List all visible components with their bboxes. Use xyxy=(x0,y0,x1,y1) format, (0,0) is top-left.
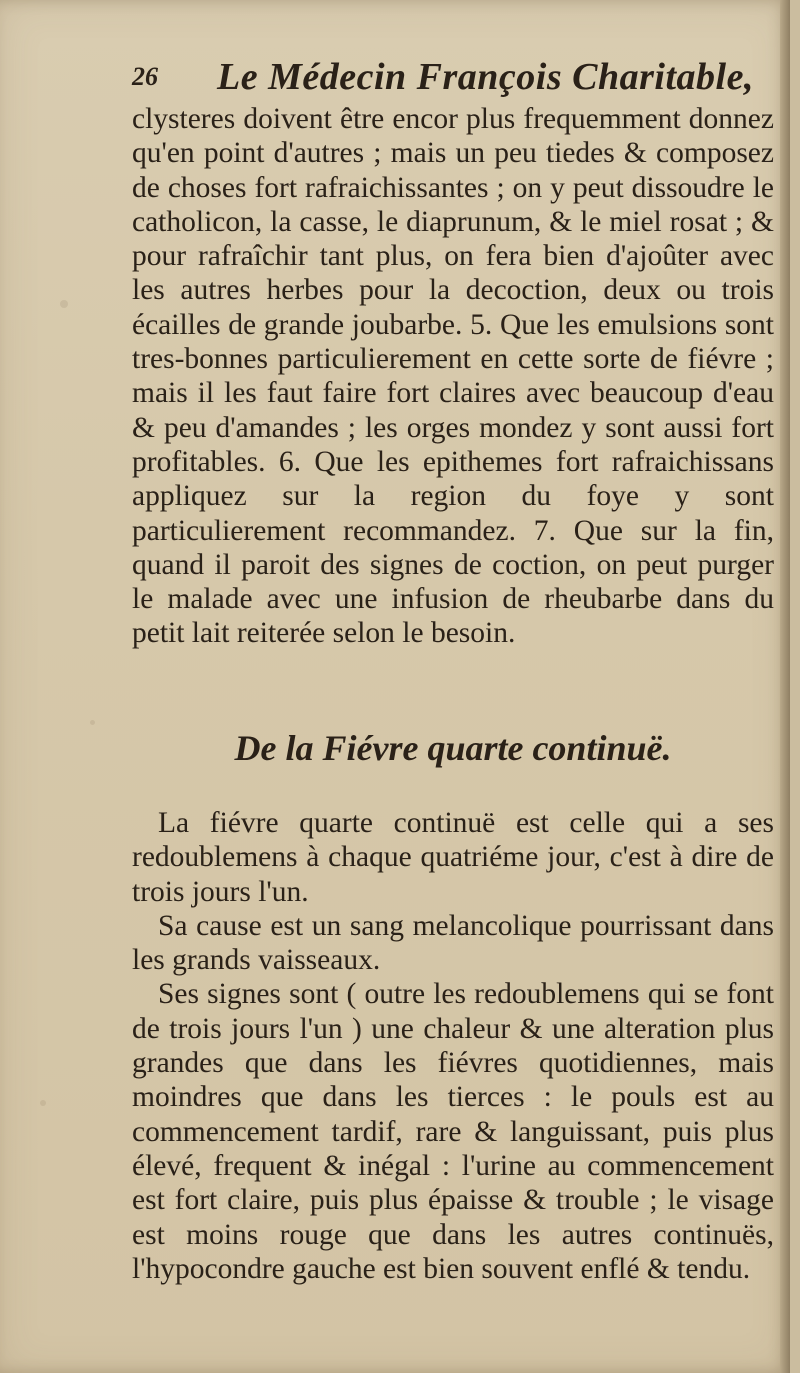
section-title: De la Fiévre quarte continuë. xyxy=(234,728,672,768)
paragraph: Sa cause est un sang melancolique pourrissant dans les grands vaisseaux. xyxy=(132,909,774,977)
page-number: 26 xyxy=(132,62,158,91)
paragraph: clysteres doivent être encor plus frequemment donnez qu'en point d'autres ; mais un peu tiedes & composez de choses fort rafraichissantes ; on y peut dissoudre le catholicon, la casse, le diaprunum, & le miel rosat ; & pour rafraîchir tant plus, on fera bien d'ajoûter avec les autres herbes pour la decoction, deux ou trois écailles de grande joubarbe. 5. Que les emulsions sont tres-bonnes particulierement en cette sorte de fiévre ; mais il les faut faire fort claires avec beaucoup d'eau & peu d'amandes ; les orges mondez y sont aussi fort profitables. 6. Que les epithemes fort rafraichissans appliquez sur la region du foye y sont particulierement recommandez. 7. Que sur la fin, quand il paroit des signes de coction, on peut purger le malade avec une infusion de rheubarbe dans du petit lait reiterée selon le besoin. xyxy=(132,103,774,650)
section-body xyxy=(132,806,774,1286)
body-text xyxy=(132,102,774,651)
page-edge xyxy=(780,0,790,1373)
paper-spot xyxy=(60,300,68,308)
paragraph: Ses signes sont ( outre les redoublemens qui se font de trois jours l'un ) une chaleur & une alteration plus grandes que dans les fiévres quotidiennes, mais moindres que dans les tierces : le pouls est au commencement tardif, rare & languissant, puis plus élevé, frequent & inégal : l'urine au commencement est fort claire, puis plus épaisse & trouble ; le visage est moins rouge que dans les autres continuës, l'hypocondre gauche est bien souvent enflé & tendu. xyxy=(132,978,774,1285)
page-header xyxy=(132,52,762,102)
paper-spot xyxy=(90,720,95,725)
paper-spot xyxy=(40,1100,46,1106)
running-title: Le Médecin François Charitable, xyxy=(217,56,754,98)
paragraph: La fiévre quarte continuë est celle qui a ses redoublemens à chaque quatriéme jour, c'est à dire de trois jours l'un. xyxy=(132,807,774,908)
